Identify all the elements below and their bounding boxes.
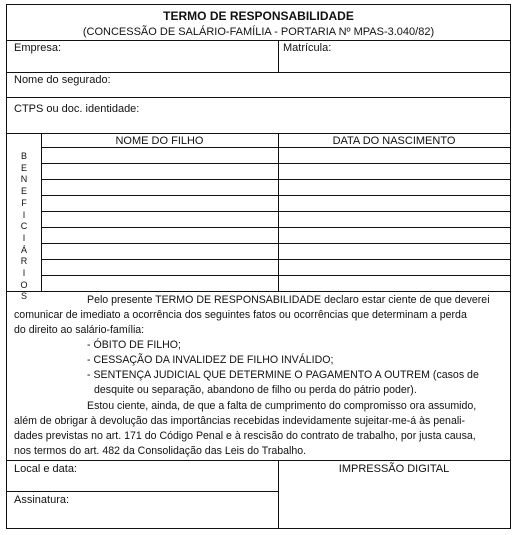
ctps-field[interactable]: CTPS ou doc. identidade: bbox=[14, 103, 140, 115]
divider bbox=[41, 133, 42, 291]
declaration-line: dades previstas no art. 171 do Código Penal e à rescisão do contrato de trabalho, por justa causa, bbox=[14, 430, 476, 442]
divider bbox=[278, 133, 279, 291]
table-row[interactable] bbox=[41, 211, 510, 212]
vertical-letter: F bbox=[21, 197, 27, 208]
declaration-item: desquite ou separação, abandono de filho ou perda do pátrio poder). bbox=[94, 384, 417, 396]
divider bbox=[7, 97, 510, 98]
vertical-letter: E bbox=[20, 162, 27, 173]
local-data-field[interactable]: Local e data: bbox=[14, 463, 77, 475]
declaration-item: - SENTENÇA JUDICIAL QUE DETERMINE O PAGAMENTO A OUTREM (casos de bbox=[87, 369, 479, 381]
vertical-letter: C bbox=[20, 221, 28, 232]
column-header-nome: NOME DO FILHO bbox=[115, 135, 204, 147]
table-row[interactable] bbox=[41, 147, 510, 148]
divider bbox=[7, 40, 510, 41]
table-row[interactable] bbox=[41, 243, 510, 244]
vertical-letter: I bbox=[22, 209, 26, 220]
form-subtitle: (CONCESSÃO DE SALÁRIO-FAMÍLIA - PORTARIA Nº MPAS-3.040/82) bbox=[82, 26, 435, 38]
vertical-letter: B bbox=[20, 151, 27, 161]
divider bbox=[7, 72, 510, 73]
table-row[interactable] bbox=[41, 179, 510, 180]
declaration-line: Estou ciente, ainda, de que a falta de cumprimento do compromisso ora assumido, bbox=[87, 400, 477, 412]
column-header-data: DATA DO NASCIMENTO bbox=[332, 135, 456, 147]
declaration-item: - ÓBITO DE FILHO; bbox=[87, 339, 181, 351]
vertical-letter: Á bbox=[20, 244, 27, 255]
declaration-line: Pelo presente TERMO DE RESPONSABILIDADE declaro estar ciente de que deverei bbox=[87, 294, 490, 306]
declaration-line: do direito ao salário-família: bbox=[14, 324, 145, 336]
divider bbox=[7, 133, 510, 134]
declaration-line: além de obrigar à devolução das importâncias recebidas indevidamente sujeitar-me-á às penali- bbox=[14, 415, 466, 427]
vertical-letter: O bbox=[20, 279, 28, 290]
vertical-letter: R bbox=[20, 256, 28, 267]
vertical-letter: S bbox=[20, 291, 27, 302]
divider bbox=[278, 40, 279, 72]
divider bbox=[7, 460, 510, 461]
form-frame bbox=[6, 4, 511, 529]
table-row[interactable] bbox=[41, 195, 510, 196]
form-title: TERMO DE RESPONSABILIDADE bbox=[163, 9, 354, 23]
matricula-field[interactable]: Matrícula: bbox=[283, 42, 332, 54]
impressao-digital-label: IMPRESSÃO DIGITAL bbox=[338, 463, 450, 475]
declaration-item: - CESSAÇÃO DA INVALIDEZ DE FILHO INVÁLIDO; bbox=[87, 354, 334, 366]
vertical-letter: N bbox=[20, 174, 28, 185]
vertical-letter: I bbox=[22, 268, 26, 279]
table-row[interactable] bbox=[41, 259, 510, 260]
declaration-line: nos termos do art. 482 da Consolidação das Leis do Trabalho. bbox=[14, 445, 307, 457]
nome-segurado-field[interactable]: Nome do segurado: bbox=[14, 74, 111, 86]
divider bbox=[7, 491, 278, 492]
assinatura-field[interactable]: Assinatura: bbox=[14, 494, 70, 506]
vertical-letter: E bbox=[20, 186, 27, 197]
declaration-line: comunicar de imediato a ocorrência dos seguintes fatos ou ocorrências que determinam a perda bbox=[14, 309, 467, 321]
vertical-letter: I bbox=[22, 232, 26, 243]
empresa-field[interactable]: Empresa: bbox=[14, 42, 62, 54]
divider bbox=[7, 291, 510, 292]
table-row[interactable] bbox=[41, 163, 510, 164]
table-row[interactable] bbox=[41, 275, 510, 276]
beneficiarios-vertical-label bbox=[15, 151, 33, 303]
table-row[interactable] bbox=[41, 227, 510, 228]
